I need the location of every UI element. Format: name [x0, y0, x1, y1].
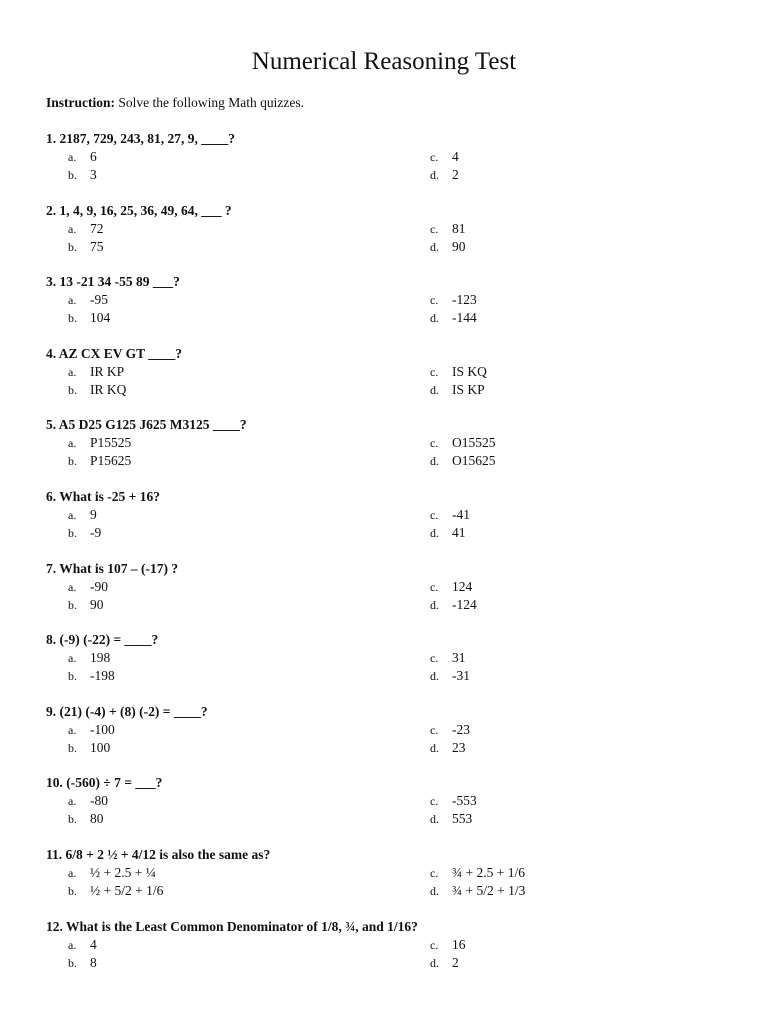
option-text: 3	[90, 167, 97, 182]
question-stem: 11. 6/8 + 2 ½ + 4/12 is also the same as?	[46, 846, 271, 862]
answer-option	[430, 578, 472, 596]
option-text: 8	[90, 954, 97, 970]
option-text: 31	[452, 650, 466, 666]
option-letter: c.	[430, 293, 439, 308]
question-12	[0, 918, 768, 990]
answer-option	[430, 434, 496, 452]
question-1	[0, 130, 768, 202]
question-stem: 5. A5 D25 G125 J625 M3125 ____?	[46, 417, 247, 433]
answer-option	[68, 649, 110, 667]
instruction-text: Solve the following Math quizzes.	[118, 95, 304, 110]
answer-option	[430, 596, 477, 614]
option-text: 75	[90, 238, 104, 254]
option-letter: d.	[430, 382, 439, 397]
option-text: 100	[90, 739, 111, 755]
option-letter: b.	[68, 525, 77, 540]
option-text: -41	[452, 506, 470, 522]
option-letter: b.	[68, 883, 77, 898]
answer-option	[68, 810, 104, 828]
option-letter: c.	[430, 364, 439, 379]
option-text: 80	[90, 811, 104, 827]
option-text: O15625	[452, 453, 496, 469]
answer-option	[430, 864, 525, 882]
question-6	[0, 488, 768, 560]
option-letter: b.	[68, 597, 77, 612]
option-letter: d.	[430, 740, 439, 755]
option-text: P15625	[90, 453, 132, 469]
question-2	[0, 202, 768, 274]
option-text: 198	[90, 650, 111, 666]
option-letter: a.	[68, 221, 77, 236]
option-letter: c.	[430, 651, 439, 666]
option-text: -124	[452, 596, 477, 612]
option-letter: d.	[430, 883, 439, 898]
answer-option	[68, 954, 97, 972]
answer-option	[68, 220, 104, 238]
answer-option	[430, 309, 477, 327]
option-letter: a.	[68, 150, 77, 164]
option-letter: d.	[430, 669, 439, 684]
answer-option	[68, 238, 104, 256]
option-letter: d.	[430, 454, 439, 469]
answer-option	[68, 381, 126, 399]
answer-option	[430, 739, 466, 757]
question-stem: 4. AZ CX EV GT ____?	[46, 345, 183, 361]
option-text: -23	[452, 721, 470, 737]
option-text: -90	[90, 578, 108, 594]
option-text: O15525	[452, 435, 496, 451]
answer-option	[68, 882, 163, 900]
option-text: 104	[90, 310, 111, 326]
answer-option	[430, 667, 470, 685]
option-letter: a.	[68, 436, 77, 451]
option-text: 2	[452, 954, 459, 970]
answer-option	[430, 882, 525, 900]
answer-option	[430, 220, 466, 238]
option-letter: b.	[68, 740, 77, 755]
answer-option	[68, 739, 110, 757]
option-text: -9	[90, 524, 102, 540]
answer-option	[68, 166, 97, 184]
option-text: ½ + 5/2 + 1/6	[90, 882, 164, 898]
answer-option	[430, 721, 470, 739]
option-letter: b.	[68, 812, 77, 827]
option-text: 72	[90, 220, 104, 236]
question-stem: 10. (-560) ÷ 7 = ___?	[46, 775, 163, 791]
option-text: ¾ + 5/2 + 1/3	[452, 882, 526, 898]
answer-option	[430, 291, 477, 309]
question-stem: 8. (-9) (-22) = ____?	[46, 632, 159, 648]
option-letter: c.	[430, 221, 439, 236]
answer-option	[68, 524, 101, 542]
question-7	[0, 560, 768, 632]
question-stem: 1. 2187, 729, 243, 81, 27, 9, ____?	[46, 131, 235, 146]
question-list	[0, 130, 768, 989]
option-letter: a.	[68, 794, 77, 809]
instruction	[46, 94, 304, 112]
answer-option	[68, 864, 156, 882]
option-letter: c.	[430, 794, 439, 809]
option-text: 81	[452, 220, 466, 236]
option-letter: c.	[430, 150, 439, 164]
answer-option	[68, 792, 108, 810]
option-text: 23	[452, 739, 466, 755]
option-letter: d.	[430, 168, 439, 182]
option-letter: a.	[68, 651, 77, 666]
option-letter: a.	[68, 865, 77, 880]
option-text: -144	[452, 310, 477, 326]
option-text: IR KP	[90, 363, 125, 379]
answer-option	[430, 363, 487, 381]
answer-option	[430, 238, 466, 256]
answer-option	[430, 954, 459, 972]
option-letter: d.	[430, 597, 439, 612]
option-letter: b.	[68, 168, 77, 182]
option-text: -31	[452, 668, 470, 684]
instruction-label: Instruction:	[46, 95, 116, 110]
option-text: -198	[90, 668, 115, 684]
option-letter: b.	[68, 239, 77, 254]
question-stem: 9. (21) (-4) + (8) (-2) = ____?	[46, 703, 208, 719]
answer-option	[68, 148, 97, 166]
question-stem: 6. What is -25 + 16?	[46, 488, 160, 504]
answer-option	[68, 434, 131, 452]
answer-option	[68, 721, 115, 739]
answer-option	[430, 649, 466, 667]
option-letter: c.	[430, 937, 439, 952]
answer-option	[430, 148, 459, 166]
option-letter: a.	[68, 364, 77, 379]
question-stem: 12. What is the Least Common Denominator of 1/8, ¾, and 1/16?	[46, 918, 418, 934]
option-letter: c.	[430, 579, 439, 594]
option-letter: a.	[68, 937, 77, 952]
answer-option	[68, 578, 108, 596]
question-10	[0, 774, 768, 846]
option-text: 4	[452, 149, 459, 164]
option-letter: b.	[68, 669, 77, 684]
option-letter: b.	[68, 955, 77, 970]
option-letter: b.	[68, 311, 77, 326]
answer-option	[68, 936, 97, 954]
answer-option	[68, 363, 124, 381]
option-letter: d.	[430, 311, 439, 326]
answer-option	[68, 667, 115, 685]
option-text: -80	[90, 793, 108, 809]
option-letter: d.	[430, 955, 439, 970]
option-text: ¾ + 2.5 + 1/6	[452, 864, 525, 880]
option-letter: d.	[430, 239, 439, 254]
option-letter: d.	[430, 525, 439, 540]
question-stem: 3. 13 -21 34 -55 89 ___?	[46, 274, 180, 290]
question-9	[0, 703, 768, 775]
question-5	[0, 416, 768, 488]
option-text: IS KQ	[452, 363, 487, 379]
option-text: 553	[452, 811, 473, 827]
answer-option	[430, 166, 459, 184]
option-letter: c.	[430, 865, 439, 880]
option-text: ½ + 2.5 + ¼	[90, 864, 156, 880]
option-text: 90	[452, 238, 466, 254]
answer-option	[430, 810, 472, 828]
option-letter: d.	[430, 812, 439, 827]
option-letter: a.	[68, 722, 77, 737]
answer-option	[68, 309, 110, 327]
option-text: -123	[452, 292, 477, 308]
option-letter: a.	[68, 293, 77, 308]
option-text: 90	[90, 596, 104, 612]
option-text: 9	[90, 506, 97, 522]
option-text: 2	[452, 167, 459, 182]
option-text: IR KQ	[90, 381, 127, 397]
option-text: P15525	[90, 435, 132, 451]
option-letter: b.	[68, 382, 77, 397]
answer-option	[430, 792, 477, 810]
question-stem: 2. 1, 4, 9, 16, 25, 36, 49, 64, ___ ?	[46, 202, 232, 218]
answer-option	[430, 452, 496, 470]
page-title: Numerical Reasoning Test	[251, 48, 517, 75]
option-letter: c.	[430, 507, 439, 522]
option-letter: a.	[68, 579, 77, 594]
answer-option	[68, 506, 97, 524]
option-letter: b.	[68, 454, 77, 469]
answer-option	[430, 381, 485, 399]
option-letter: c.	[430, 436, 439, 451]
question-4	[0, 345, 768, 417]
option-letter: c.	[430, 722, 439, 737]
option-letter: a.	[68, 507, 77, 522]
question-8	[0, 631, 768, 703]
option-text: -95	[90, 292, 108, 308]
question-11	[0, 846, 768, 918]
option-text: -100	[90, 721, 115, 737]
option-text: 6	[90, 149, 97, 164]
answer-option	[68, 452, 131, 470]
answer-option	[68, 291, 108, 309]
option-text: IS KP	[452, 381, 485, 397]
answer-option	[430, 506, 470, 524]
answer-option	[430, 936, 466, 954]
option-text: 16	[452, 936, 466, 952]
option-text: -553	[452, 793, 477, 809]
option-text: 4	[90, 936, 97, 952]
question-stem: 7. What is 107 – (-17) ?	[46, 560, 179, 576]
answer-option	[430, 524, 466, 542]
question-3	[0, 273, 768, 345]
option-text: 124	[452, 578, 473, 594]
option-text: 41	[452, 524, 466, 540]
answer-option	[68, 596, 104, 614]
